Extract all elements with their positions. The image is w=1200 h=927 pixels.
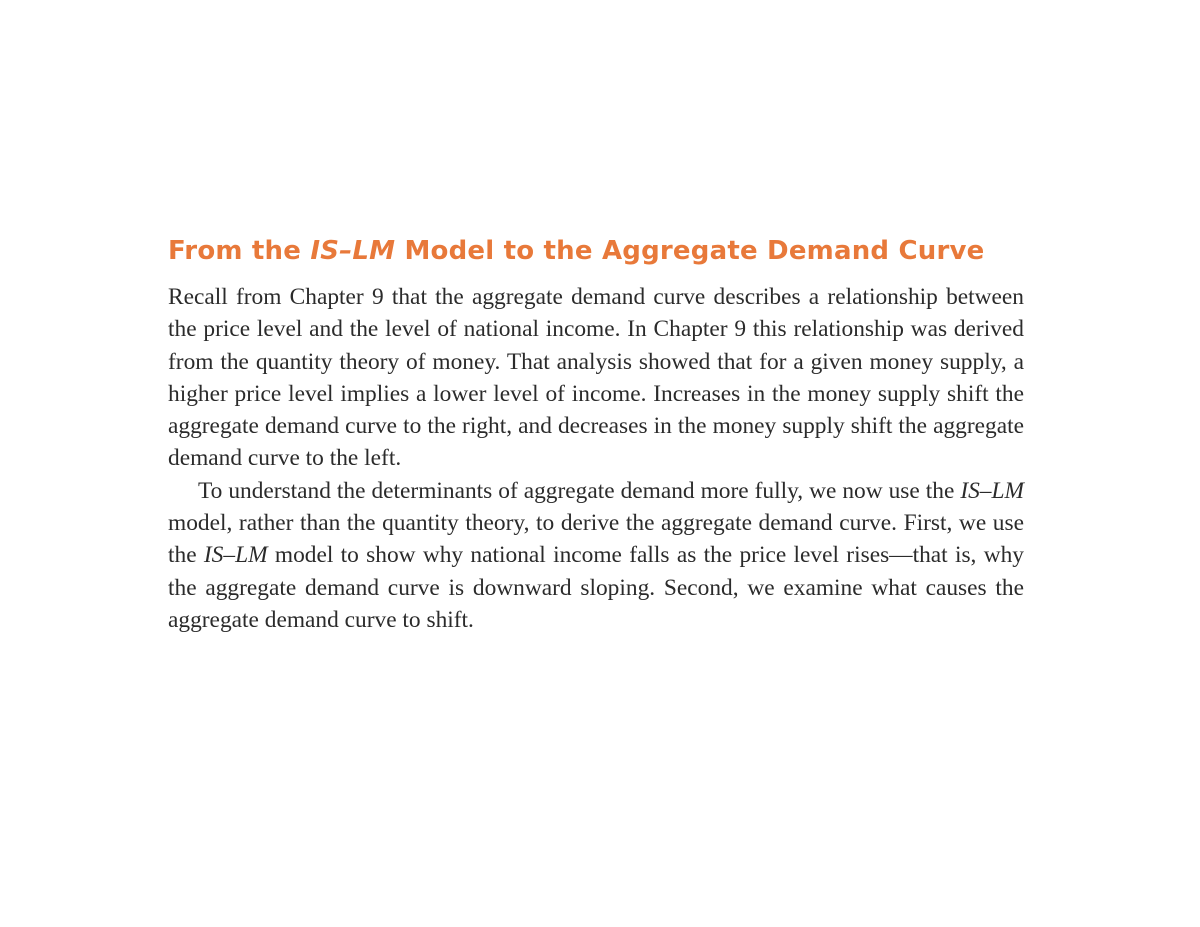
paragraph-1 bbox=[168, 281, 1024, 475]
text-section bbox=[168, 234, 1024, 636]
paragraph-2-text-2: model, rather than the quantity theory, to derive the aggregate demand curve. First, we use the bbox=[168, 510, 1024, 569]
paragraph-2 bbox=[168, 475, 1024, 636]
paragraph-2-text-3: model to show why national income falls as the price level rises—that is, why the aggregate demand curve is downward sloping. Second, we examine what causes the aggregate demand curve to shift. bbox=[168, 542, 1024, 633]
paragraph-2-text-1: To understand the determinants of aggregate demand more fully, we now use the bbox=[198, 477, 961, 504]
paragraph-2-italic-term-1: IS–LM bbox=[960, 477, 1024, 504]
heading-italic-term: IS–LM bbox=[310, 236, 396, 266]
heading-text-end: Model to the Aggregate Demand Curve bbox=[395, 236, 985, 266]
paragraph-1-text: Recall from Chapter 9 that the aggregate demand curve describes a relationship between the price level and the level of national income. In Chapter 9 this relationship was derived from the quantity theory of money. That analysis showed that for a given money supply, a higher price level implies a lower level of income. Increases in the money supply shift the aggregate demand curve to the right, and decreases in the money supply shift the aggregate demand curve to the left. bbox=[168, 284, 1024, 472]
heading-text-start: From the bbox=[168, 236, 311, 266]
paragraph-2-italic-term-2: IS–LM bbox=[203, 542, 268, 569]
section-heading bbox=[168, 234, 1024, 268]
